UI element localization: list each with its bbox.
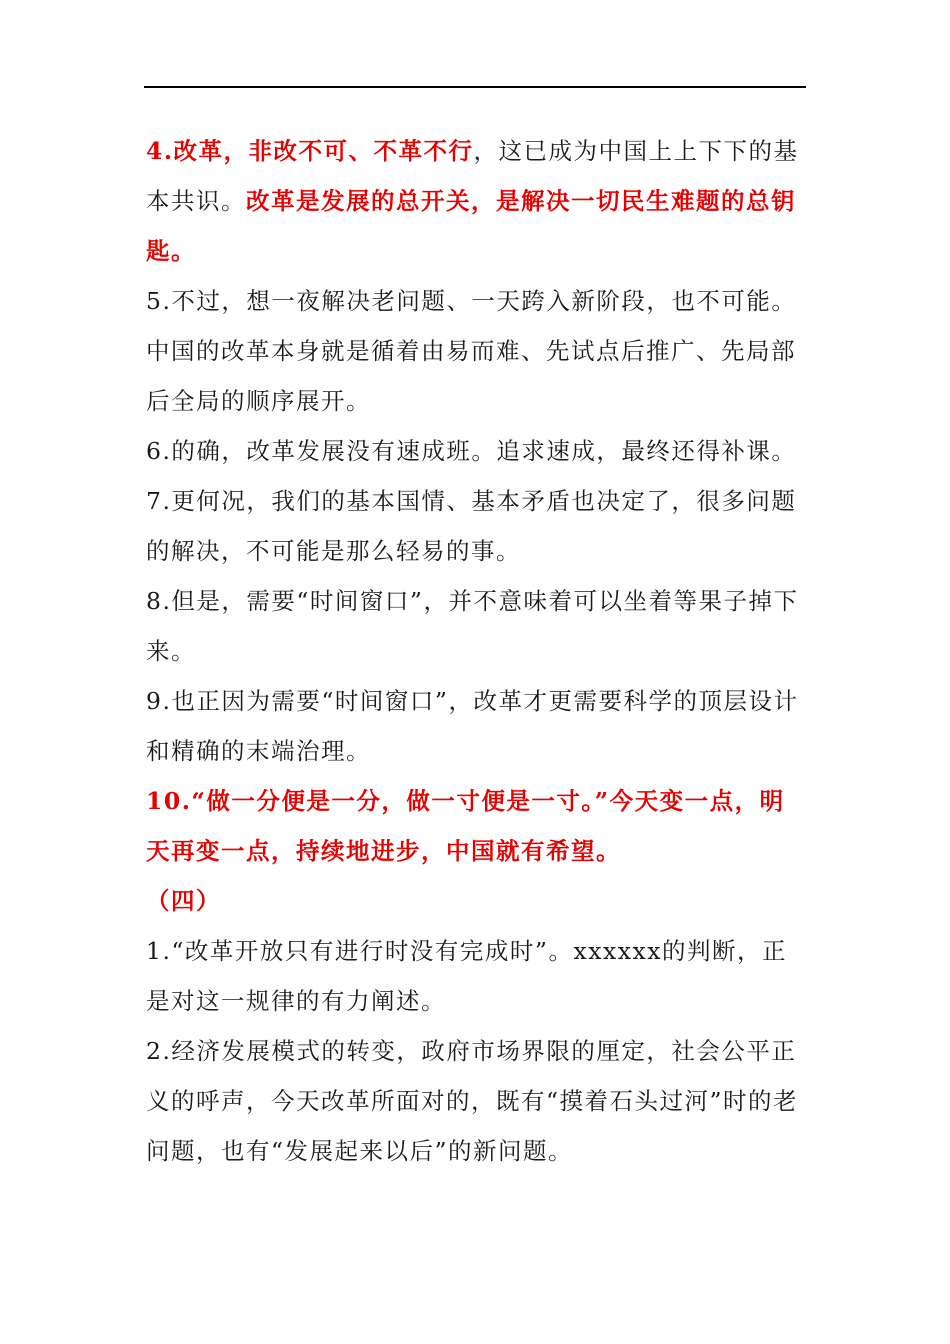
paragraph-9 [146, 676, 806, 776]
body-text: 5.不过，想一夜解决老问题、一天跨入新阶段，也不可能。中国的改革本身就是循着由易而难、先试点后推广、先局部后全局的顺序展开。 [146, 287, 797, 415]
body-text: ，这已成为中国上上下下的基本共识。 [146, 137, 799, 215]
emphasis-text: 10.“做一分便是一分，做一寸便是一寸。”今天变一点，明天再变一点，持续地进步，中国就有希望。 [146, 787, 785, 865]
body-text: 7.更何况，我们的基本国情、基本矛盾也决定了，很多问题的解决，不可能是那么轻易的事。 [146, 487, 797, 565]
body-text: 1.“改革开放只有进行时没有完成时”。xxxxxx的判断，正是对这一规律的有力阐述。 [146, 937, 787, 1015]
body-text: 2.经济发展模式的转变，政府市场界限的厘定，社会公平正义的呼声，今天改革所面对的，既有“摸着石头过河”时的老问题，也有“发展起来以后”的新问题。 [146, 1037, 799, 1165]
paragraph-6 [146, 426, 806, 476]
section-paragraph-2 [146, 1026, 806, 1176]
body-text: 9.也正因为需要“时间窗口”，改革才更需要科学的顶层设计和精确的末端治理。 [146, 687, 799, 765]
document-content [146, 126, 806, 1176]
paragraph-5 [146, 276, 806, 426]
emphasis-text: 4.改革，非改不可、不革不行 [146, 137, 474, 165]
paragraph-7 [146, 476, 806, 576]
paragraph-4 [146, 126, 806, 276]
emphasis-text: 改革是发展的总开关，是解决一切民生难题的总钥匙。 [146, 187, 796, 265]
section-heading: （四） [146, 887, 221, 915]
section-paragraph-1 [146, 926, 806, 1026]
paragraph-8 [146, 576, 806, 676]
paragraph-10 [146, 776, 806, 876]
header-rule [144, 86, 806, 88]
body-text: 8.但是，需要“时间窗口”，并不意味着可以坐着等果子掉下来。 [146, 587, 799, 665]
body-text: 6.的确，改革发展没有速成班。追求速成，最终还得补课。 [146, 437, 797, 465]
